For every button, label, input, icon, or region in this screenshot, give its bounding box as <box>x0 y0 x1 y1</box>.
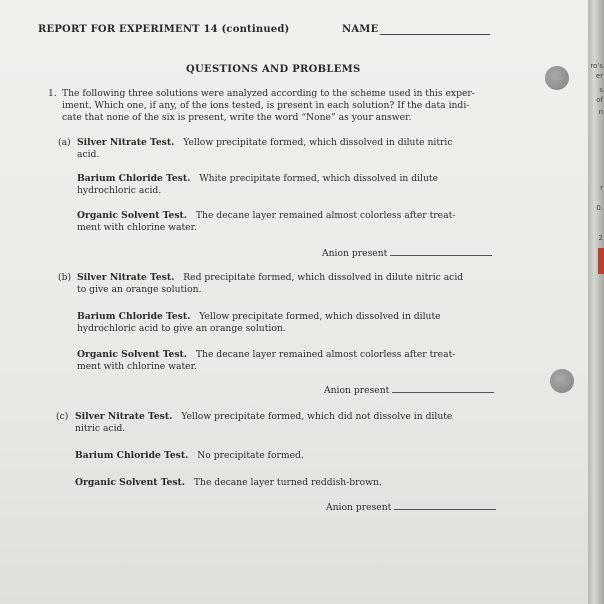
part-a-letter: (a) <box>58 137 71 148</box>
test-result: Yellow precipitate formed, which dissolved in dilute nitric <box>183 137 453 148</box>
test-result: The decane layer remained almost colorless after treat- <box>195 210 456 221</box>
underlying-page-edge <box>588 0 604 604</box>
part-b-silver-test <box>77 272 463 284</box>
answer-blank-a[interactable] <box>390 255 492 256</box>
report-title: REPORT FOR EXPERIMENT 14 (continued) <box>38 24 290 35</box>
test-result-cont: ment with chlorine water. <box>77 222 197 233</box>
edge-fragment: r <box>600 184 603 192</box>
test-result: The decane layer turned reddish-brown. <box>193 477 382 488</box>
test-result-cont: hydrochloric acid. <box>77 185 162 196</box>
test-name: Barium Chloride Test. <box>77 311 191 322</box>
question-line-1: The following three solutions were analyzed according to the scheme used in this exper- <box>62 88 475 99</box>
anion-present-label: Anion present <box>326 502 392 513</box>
test-result-cont: ment with chlorine water. <box>77 361 197 372</box>
test-result-cont: nitric acid. <box>75 423 126 434</box>
edge-fragment: 2 <box>598 234 603 242</box>
test-name: Barium Chloride Test. <box>75 450 189 461</box>
test-name: Organic Solvent Test. <box>77 349 187 360</box>
question-line-2: iment. Which one, if any, of the ions tested, is present in each solution? If the data indi- <box>62 100 470 111</box>
name-blank[interactable] <box>380 34 490 35</box>
part-b-letter: (b) <box>58 272 72 283</box>
edge-red-mark <box>598 248 604 274</box>
test-result: Yellow precipitate formed, which dissolved in dilute <box>199 311 441 322</box>
test-result-cont: hydrochloric acid to give an orange solution. <box>77 323 286 334</box>
anion-present-label: Anion present <box>324 385 390 396</box>
test-name: Silver Nitrate Test. <box>77 137 175 148</box>
binder-hole-bottom <box>550 369 574 393</box>
part-c-barium-test <box>75 450 304 462</box>
test-name: Silver Nitrate Test. <box>75 411 173 422</box>
answer-blank-b[interactable] <box>392 392 494 393</box>
question-number: 1. <box>48 88 57 99</box>
part-b-organic-test <box>77 349 455 361</box>
part-c-organic-test <box>75 477 382 489</box>
binder-hole-top <box>545 66 569 90</box>
part-c-letter: (c) <box>56 411 69 422</box>
edge-fragment: s <box>599 86 603 94</box>
test-result: White precipitate formed, which dissolved in dilute <box>199 173 439 184</box>
test-name: Organic Solvent Test. <box>77 210 187 221</box>
edge-fragment: ro's <box>590 62 603 70</box>
part-c-silver-test <box>75 411 452 423</box>
test-result: Red precipitate formed, which dissolved in dilute nitric acid <box>183 272 464 283</box>
test-result: No precipitate formed. <box>197 450 304 461</box>
edge-fragment: of <box>596 96 603 104</box>
part-a-silver-test <box>77 137 453 149</box>
question-line-3: cate that none of the six is present, write the word “None” as your answer. <box>62 112 412 123</box>
part-b-barium-test <box>77 311 441 323</box>
test-name: Barium Chloride Test. <box>77 173 191 184</box>
test-result: The decane layer remained almost colorless after treat- <box>195 349 456 360</box>
test-name: Silver Nitrate Test. <box>77 272 175 283</box>
part-b-answer <box>324 385 494 397</box>
test-result: Yellow precipitate formed, which did not dissolve in dilute <box>181 411 453 422</box>
part-a-barium-test <box>77 173 438 185</box>
part-c-answer <box>326 502 496 514</box>
answer-blank-c[interactable] <box>394 509 496 510</box>
part-a-organic-test <box>77 210 455 222</box>
anion-present-label: Anion present <box>322 248 388 259</box>
edge-fragment: 0. <box>596 204 603 212</box>
name-label: NAME <box>342 24 379 35</box>
edge-fragment: n <box>598 108 603 116</box>
part-a-answer <box>322 248 492 260</box>
test-result-cont: to give an orange solution. <box>77 284 202 295</box>
section-title: QUESTIONS AND PROBLEMS <box>186 64 361 75</box>
test-result-cont: acid. <box>77 149 100 160</box>
test-name: Organic Solvent Test. <box>75 477 185 488</box>
edge-fragment: er <box>595 72 603 80</box>
